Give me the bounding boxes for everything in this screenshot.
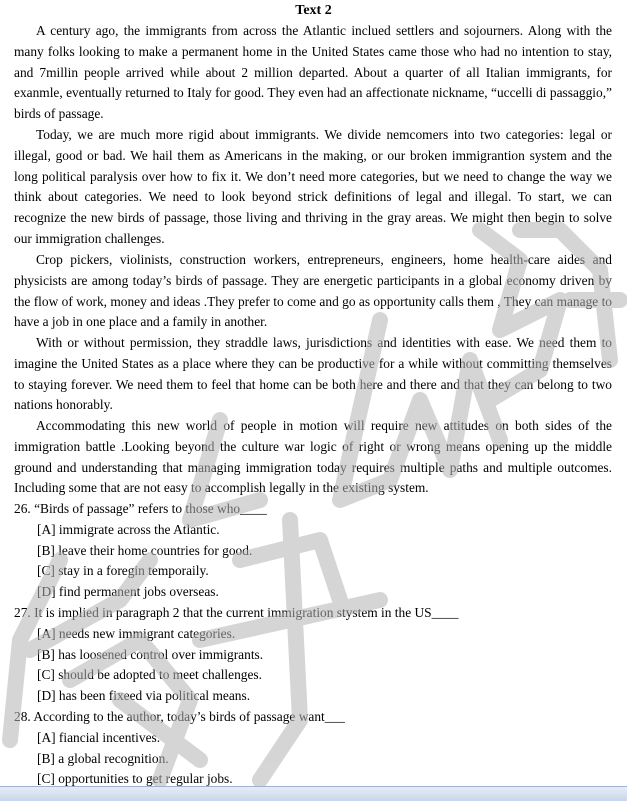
question-26-option-c: [C] stay in a foregin temporaily.: [37, 563, 209, 578]
question-26-option-a: [A] immigrate across the Atlantic.: [37, 522, 220, 537]
question-26-option-d: [D] find permanent jobs overseas.: [37, 584, 219, 599]
paragraph-5: Accommodating this new world of people in motion will require new attitudes on both sides of the immigration battle .Looking beyond the culture war logic of right or wrong means opening up the middle ground and understanding that managing immigration today requires multiple paths and multiple outcomes. Including some that are not easy to accomplish legally in the existing system.: [14, 418, 612, 496]
question-28-option-c: [C] opportunities to get regular jobs.: [37, 771, 233, 786]
question-27-option-c: [C] should be adopted to meet challenges.: [37, 667, 262, 682]
question-28-option-b: [B] a global recognition.: [37, 751, 169, 766]
question-27-option-a: [A] needs new immigrant categories.: [37, 626, 236, 641]
paragraph-2: Today, we are much more rigid about immigrants. We divide nemcomers into two categories: legal or illegal, good or bad. We hail them as Americans in the making, or our broken immigrantion system and the long political paralysis over how to fix it. We don’t need more categories, but we need to change the way we think about categories. We need to look beyond strick definitions of legal and illegal. To start, we can recognize the new birds of passage, those living and thriving in the gray areas. We might then begin to solve our immigration challenges.: [14, 127, 612, 246]
question-28-stem: 28. According to the author, today’s birds of passage want___: [14, 709, 345, 724]
question-26-option-b: [B] leave their home countries for good.: [37, 543, 253, 558]
question-27-stem: 27. It is implied in paragraph 2 that the current immigration stystem in the US____: [14, 605, 459, 620]
paragraph-3: Crop pickers, violinists, construction workers, entrepreneurs, engineers, home health-care aides and physicists are among today’s birds of passage. They are energetic participants in a global economy driven by the flow of work, money and ideas .They prefer to come and go as opportunity calls them , They can manage to have a job in one place and a family in another.: [14, 252, 612, 330]
paragraph-4: With or without permission, they straddle laws, jurisdictions and identities with ease. We need them to imagine the United States as a place where they can be productive for a while without committing themselves to staying forever. We need them to feel that home can be both here and there and that they can belong to two nations honorably.: [14, 335, 612, 413]
text-title: Text 2: [295, 3, 332, 18]
question-26-stem: 26. “Birds of passage” refers to those who____: [14, 501, 267, 516]
question-27-option-b: [B] has loosened control over immigrants.: [37, 647, 264, 662]
question-28-option-a: [A] fiancial incentives.: [37, 730, 161, 745]
paragraph-1: A century ago, the immigrants from across the Atlantic inclued settlers and sojourners. Along with the many folks looking to make a permanent home in the United States came those who had no intention to stay, and 7millin people arrived while about 2 million departed. About a quarter of all Italian immigrants, for exanmle, eventually returned to Italy for good. They even had an affectionate nickname, “uccelli di passaggio,” birds of passage.: [14, 23, 612, 122]
question-27-option-d: [D] has been fixeed via political means.: [37, 688, 251, 703]
bottom-window-bar: [0, 786, 627, 801]
